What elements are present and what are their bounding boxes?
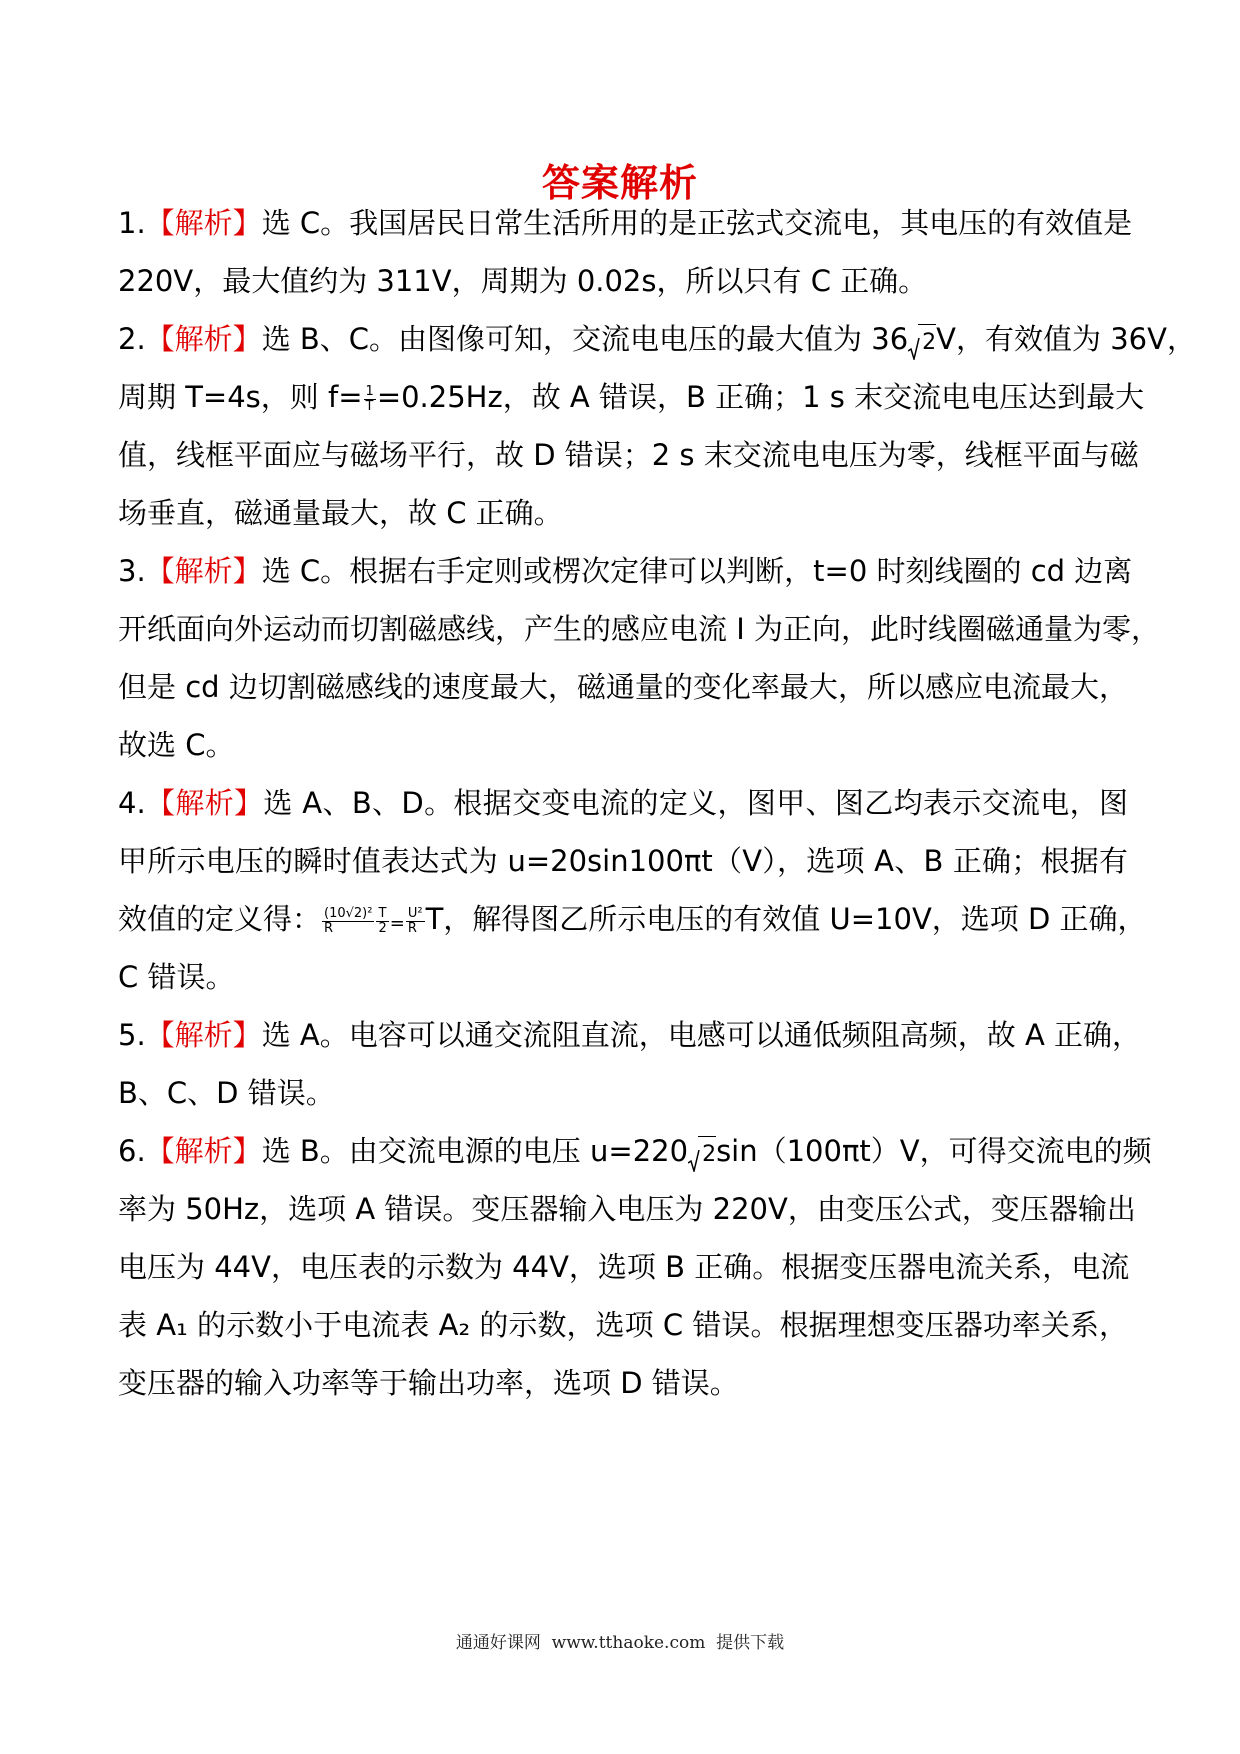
q1-line-1 (118, 200, 1133, 246)
q3-number: 3. (118, 554, 146, 588)
q4-number: 4. (118, 786, 146, 820)
sqrt-radicand: 2 (922, 330, 937, 355)
q2-line-2 (118, 374, 1145, 420)
fraction-denominator: R (407, 920, 417, 936)
q6-line-2: 率为 50Hz，选项 A 错误。变压器输入电压为 220V，由变压公式，变压器输出 (118, 1192, 1136, 1226)
q3-line-3: 但是 cd 边切割磁感线的速度最大，磁通量的变化率最大，所以感应电流最大， (118, 670, 1128, 704)
q6-text-1a: 选 B。由交流电源的电压 u=220 (261, 1134, 689, 1168)
q6-line-1 (118, 1128, 1152, 1174)
sqrt-symbol (908, 320, 936, 366)
q3-text-1: 选 C。根据右手定则或楞次定律可以判断，t=0 时刻线圈的 cd 边离 (261, 554, 1133, 588)
q5-text-1: 选 A。电容可以通交流阻直流，电感可以通低频阻高频，故 A 正确， (261, 1018, 1142, 1052)
fraction-numerator: T (376, 907, 388, 922)
fraction-t-over-2 (376, 907, 388, 936)
q3-tag: 【解析】 (145, 554, 262, 588)
q4-text-3a: 效值的定义得： (118, 902, 322, 936)
q2-tag: 【解析】 (145, 322, 262, 356)
q2-text-1b: V，有效值为 36V， (936, 322, 1196, 356)
q6-line-5: 变压器的输入功率等于输出功率，选项 D 错误。 (118, 1366, 739, 1400)
q6-number: 6. (118, 1134, 146, 1168)
q3-line-2: 开纸面向外运动而切割磁感线，产生的感应电流 I 为正向，此时线圈磁通量为零， (118, 612, 1160, 646)
q6-text-1b: sin（100πt）V，可得交流电的频 (716, 1134, 1152, 1168)
fraction-numerator: U² (407, 905, 423, 921)
q2-number: 2. (118, 322, 146, 356)
q4-line-1 (118, 780, 1128, 826)
sqrt-symbol (688, 1132, 716, 1178)
q1-tag: 【解析】 (145, 206, 262, 240)
fraction-denominator: R (324, 920, 334, 936)
fraction-10root2-sq-over-r (322, 907, 374, 936)
fraction-numerator: (10√2)² (324, 905, 373, 921)
q4-text-3b: T，解得图乙所示电压的有效值 U=10V，选项 D 正确， (425, 902, 1147, 936)
sqrt-radicand: 2 (702, 1142, 717, 1167)
q4-tag: 【解析】 (145, 786, 264, 820)
q1-line-2: 220V，最大值约为 311V，周期为 0.02s，所以只有 C 正确。 (118, 264, 928, 298)
page-footer: 通通好课网 www.tthaoke.com 提供下载 (455, 1633, 785, 1653)
q4-text-1: 选 A、B、D。根据交变电流的定义，图甲、图乙均表示交流电，图 (263, 786, 1128, 820)
q1-text-1: 选 C。我国居民日常生活所用的是正弦式交流电，其电压的有效值是 (261, 206, 1133, 240)
q6-line-4: 表 A₁ 的示数小于电流表 A₂ 的示数，选项 C 错误。根据理想变压器功率关系， (118, 1308, 1128, 1342)
q2-line-4: 场垂直，磁通量最大，故 C 正确。 (118, 496, 563, 530)
q2-line-1 (118, 316, 1196, 362)
q2-text-2a: 周期 T=4s，则 f= (118, 380, 363, 414)
q4-line-2: 甲所示电压的瞬时值表达式为 u=20sin100πt（V），选项 A、B 正确；根据有 (118, 844, 1128, 878)
q2-text-1a: 选 B、C。由图像可知，交流电电压的最大值为 36 (261, 322, 909, 356)
sqrt-hook-icon (908, 338, 920, 360)
fraction-numerator: 1 (365, 383, 374, 399)
q6-line-3: 电压为 44V，电压表的示数为 44V，选项 B 正确。根据变压器电流关系，电流 (118, 1250, 1130, 1284)
q4-line-3 (118, 896, 1147, 942)
q2-line-3: 值，线框平面应与磁场平行，故 D 错误；2 s 末交流电电压为零，线框平面与磁 (118, 438, 1139, 472)
q3-line-4: 故选 C。 (118, 728, 235, 762)
q4-line-4: C 错误。 (118, 960, 235, 994)
sqrt-hook-icon (688, 1150, 700, 1172)
q5-line-1 (118, 1012, 1142, 1058)
page-title: 答案解析 (541, 161, 698, 205)
q5-tag: 【解析】 (145, 1018, 262, 1052)
q5-number: 5. (118, 1018, 146, 1052)
fraction-denominator: 2 (378, 920, 387, 936)
q5-line-2: B、C、D 错误。 (118, 1076, 335, 1110)
q1-number: 1. (118, 206, 146, 240)
q2-text-2b: =0.25Hz，故 A 错误，B 正确；1 s 末交流电电压达到最大 (376, 380, 1145, 414)
fraction-1-over-t (364, 385, 376, 414)
fraction-denominator: T (365, 398, 374, 414)
equals-sign: = (389, 913, 405, 934)
q6-tag: 【解析】 (145, 1134, 262, 1168)
fraction-u-sq-over-r (406, 907, 425, 936)
q3-line-1 (118, 548, 1133, 594)
